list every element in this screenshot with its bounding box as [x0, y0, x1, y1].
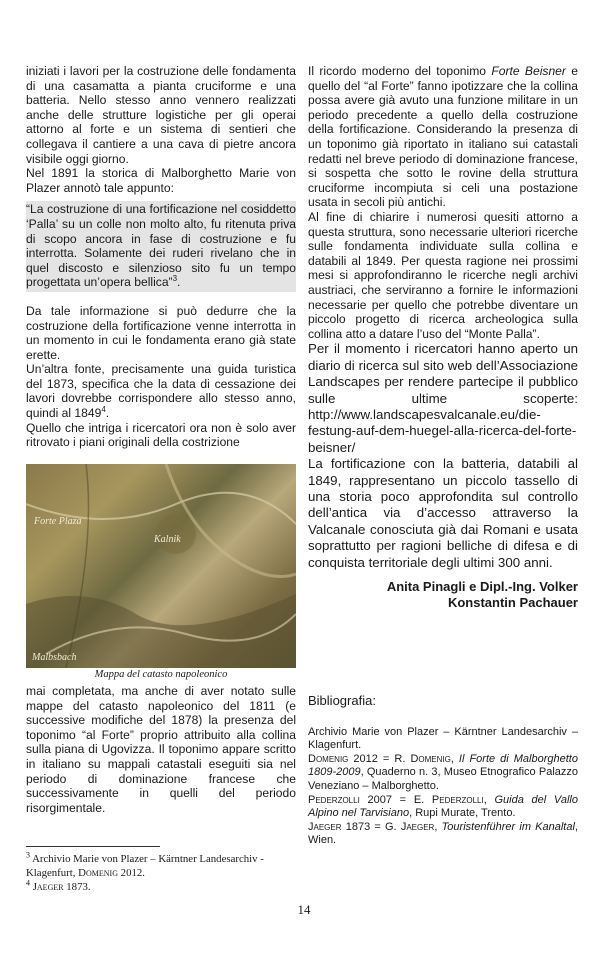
- map-drawing: [26, 464, 296, 668]
- paragraph: mai completata, ma anche di aver notato sulle mappe del catasto napoleonico del 1811 (e successive modifiche del 1878) la presenza del toponimo “al Forte” proprio attribuito alla collina sulla piana di Ugovizza. Il toponimo appare scritto in italiano su mappali catastali eseguiti sia nel periodo di dominazione francese che successivamente in quelli del periodo risorgimentale.: [26, 684, 296, 815]
- quote-block: “La costruzione di una fortificazione nel cosiddetto ‘Palla’ su un colle non molto alto, fu ritenuta priva di scopo ancora in fase di costruzione e fu interrotta. Solamente dei ruderi rivelano che in quel discosto e silenzioso sito fu un tempo progettata un’opera bellica”$^3$.: [26, 201, 296, 292]
- paragraph: La fortificazione con la batteria, databili al 1849, rappresentano un piccolo tassello di una storia poco approfondita sul controllo dell’antica via d’accesso attraverso la Valcanale conosciuta già dai Romani e usata soprattutto per ragioni belliche di difesa e di conquista territoriale degli ultimi 300 anni.: [308, 456, 578, 570]
- footnote-ref: 3: [172, 274, 178, 284]
- bibliography: [308, 694, 578, 848]
- right-column: [308, 64, 578, 611]
- text: 2012 = R.: [348, 752, 411, 765]
- text: 1873.: [63, 881, 91, 893]
- bibliography-entry: [308, 821, 578, 848]
- map-label: Kalnik: [154, 534, 181, 545]
- paragraph: [26, 362, 296, 420]
- text: ,: [450, 752, 459, 765]
- text: , Rupi Murate, Trento.: [409, 807, 516, 820]
- text: ,: [434, 820, 442, 833]
- left-column-bottom: [26, 684, 296, 815]
- paragraph: Da tale informazione si può dedurre che la costruzione della fortificazione venne interrotta in un momento in cui le fondamenta erano già state erette.: [26, 303, 296, 362]
- paragraph: Al fine di chiarire i numerosi quesiti attorno a questa struttura, sono necessarie ulteriori ricerche sulle fondamenta individuate sulla collina e databili al 1849. Per questa ragione nei prossimi mesi si approfondiranno le ricerche negli archivi austriaci, che serviranno a fornire le informazioni necessarie per quello che potrebbe diventare un piccolo progetto di ricerca archeologica sulla collina atto a datare l’uso del “Monte Palla”.: [308, 209, 578, 341]
- footnote: [26, 880, 296, 894]
- paragraph: [308, 64, 578, 210]
- author: Domenig: [410, 752, 451, 765]
- author: Jaeger: [30, 881, 64, 893]
- footnote: [26, 852, 296, 880]
- text: 2012.: [117, 867, 145, 879]
- quote-text: “La costruzione di una fortificazione nel cosiddetto ‘Palla’ su un colle non molto alto, fu ritenuta priva di scopo ancora in fase di costruzione e fu interrotta. Solamente dei ruderi rivelano che in quel discosto e silenzioso sito fu un tempo progettata un’opera bellica”: [26, 202, 296, 290]
- author: Domenig: [308, 752, 349, 765]
- left-column-top: [26, 64, 296, 450]
- author: Jaeger: [308, 820, 342, 833]
- author: Pederzolli: [431, 793, 484, 806]
- footnote-mark: 4: [26, 878, 30, 888]
- text: Archivio Marie von Plazer – Kärntner Landesarchiv - Klagenfurt,: [26, 853, 264, 879]
- footnote-divider: [26, 846, 160, 847]
- title: Touristenführer im Kanaltal: [441, 820, 575, 833]
- paragraph: iniziati i lavori per la costruzione delle fondamenta di una casamatta a pianta cruciforme e una batteria. Nello stesso anno vennero realizzati anche delle strutture logistiche per gli operai attorno al forte e un sistema di sentieri che collegava il cantiere a una cava di pietre ancora visibile oggi giorno.: [26, 64, 296, 166]
- footnote-mark: 3: [26, 850, 30, 860]
- title: Il Forte di Malborghetto 1809-2009: [308, 752, 578, 779]
- title: Guida del Vallo Alpino nel Tarvisiano: [308, 793, 578, 820]
- text: ,: [483, 793, 495, 806]
- map-label: Forte Plaza: [34, 516, 82, 527]
- text: Il ricordo moderno del toponimo: [308, 64, 492, 78]
- footnotes: [26, 852, 296, 894]
- historic-map-image: [26, 464, 296, 668]
- paragraph-text: Un’altra fonte, precisamente una guida turistica del 1873, specifica che la data di cessazione dei lavori dovrebbe corrispondere allo stesso anno, quindi al 1849: [26, 362, 296, 421]
- paragraph-end: .: [105, 406, 110, 421]
- author: Jaeger: [400, 820, 435, 833]
- text: 1873 = G.: [341, 820, 401, 833]
- bibliography-entry: [308, 753, 578, 794]
- paragraph: Quello che intriga i ricercatori ora non è solo aver ritrovato i piani originali della costrizione: [26, 420, 296, 450]
- paragraph: Nel 1891 la storica di Malborghetto Marie von Plazer annotò tale appunto:: [26, 166, 296, 195]
- signature-line: Anita Pinagli e Dipl.-Ing. Volker: [386, 578, 578, 594]
- page-number: 14: [297, 902, 311, 917]
- paragraph: Per il momento i ricercatori hanno aperto un diario di ricerca sul sito web dell’Associazione Landscapes per rendere partecipe il pubblico sulle ultime scoperte: http://www.landscapesvalcanale.eu/die-festung-auf-dem-huegel-alla-ricerca-del-forte-beisner/: [308, 341, 578, 455]
- bibliography-entry: Archivio Marie von Plazer – Kärntner Landesarchiv – Klagenfurt.: [308, 725, 578, 752]
- text: , Quaderno n. 3, Museo Etnografico Palazzo Veneziano – Malborghetto.: [308, 766, 578, 792]
- map-caption: Mappa del catasto napoleonico: [94, 669, 228, 680]
- text: e quello del “al Forte” fanno ipotizzare che la collina possa avere già avuto una funzione militare in un periodo precedente a quello della costruzione della fortificazione. Considerando la presenza di un toponimo già riportato in italiano sui catastali redatti nel breve periodo di dominazione francese, si sospetta che sotto le rovine della struttura cruciforme incompiuta si celi una postazione usata in secoli più antichi.: [308, 64, 579, 210]
- footnote-ref: 4: [101, 405, 106, 415]
- map-label: Malbsbach: [32, 652, 77, 663]
- emphasis: Forte Beisner: [491, 64, 566, 78]
- text: 2007 = E.: [359, 793, 432, 806]
- text: , Wien.: [308, 820, 578, 847]
- author: Pederzolli: [308, 793, 360, 806]
- author: Domenig: [78, 867, 118, 879]
- bibliography-heading: Bibliografia:: [308, 693, 376, 708]
- signature-line: Konstantin Pachauer: [447, 594, 578, 610]
- bibliography-entry: [308, 794, 578, 821]
- signature: [308, 579, 578, 611]
